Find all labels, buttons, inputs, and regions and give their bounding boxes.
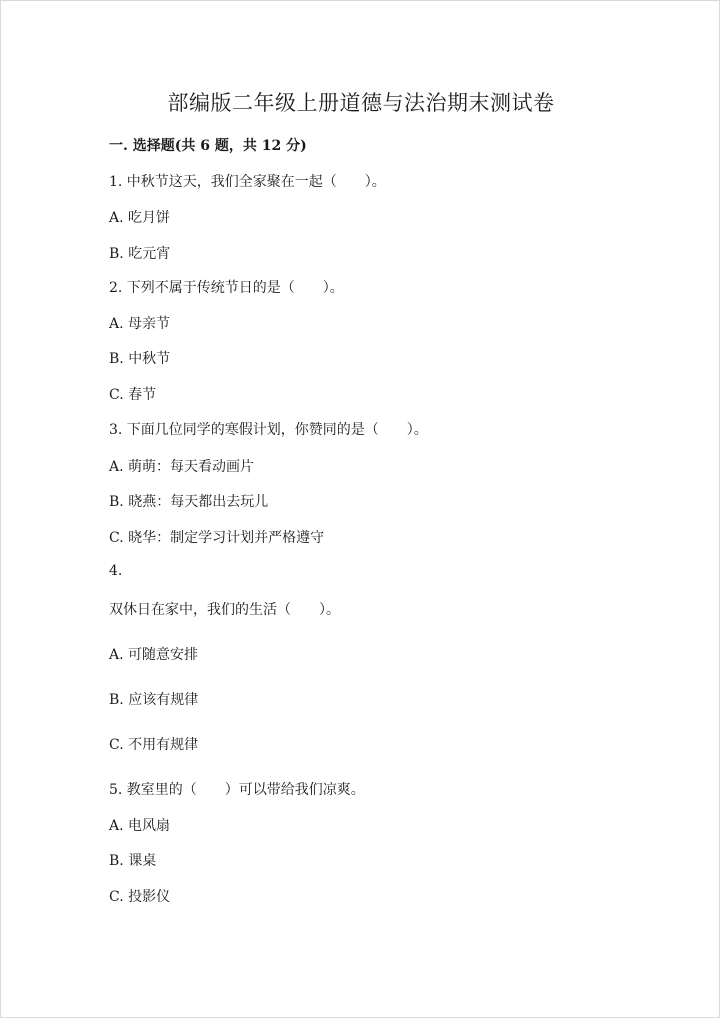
question-5-option-b: B. 课桌 [109, 853, 157, 869]
question-5-option-a: A. 电风扇 [109, 818, 171, 834]
question-1-option-b: B. 吃元宵 [109, 246, 171, 262]
question-2-option-c: C. 春节 [109, 387, 157, 403]
question-3-option-a: A. 萌萌：每天看动画片 [109, 459, 255, 475]
question-4-stem: 双休日在家中，我们的生活（ ）。 [109, 602, 340, 618]
question-4-number: 4. [109, 563, 123, 579]
question-2-option-b: B. 中秋节 [109, 351, 171, 367]
question-3-option-c: C. 晓华：制定学习计划并严格遵守 [109, 530, 325, 546]
question-5-option-c: C. 投影仪 [109, 889, 171, 905]
question-1-option-a: A. 吃月饼 [109, 210, 171, 226]
question-2-option-a: A. 母亲节 [109, 316, 171, 332]
question-2-stem: 2. 下列不属于传统节日的是（ ）。 [109, 280, 344, 296]
section-heading: 一. 选择题(共 6 题，共 12 分) [109, 138, 307, 154]
question-5-stem: 5. 教室里的（ ）可以带给我们凉爽。 [109, 782, 365, 798]
question-4-option-c: C. 不用有规律 [109, 737, 199, 753]
question-3-stem: 3. 下面几位同学的寒假计划，你赞同的是（ ）。 [109, 422, 428, 438]
document-title: 部编版二年级上册道德与法治期末测试卷 [167, 91, 555, 115]
question-1-stem: 1. 中秋节这天，我们全家聚在一起（ ）。 [109, 174, 386, 190]
question-4-option-a: A. 可随意安排 [109, 647, 199, 663]
question-3-option-b: B. 晓燕：每天都出去玩儿 [109, 494, 269, 510]
question-4-option-b: B. 应该有规律 [109, 692, 199, 708]
